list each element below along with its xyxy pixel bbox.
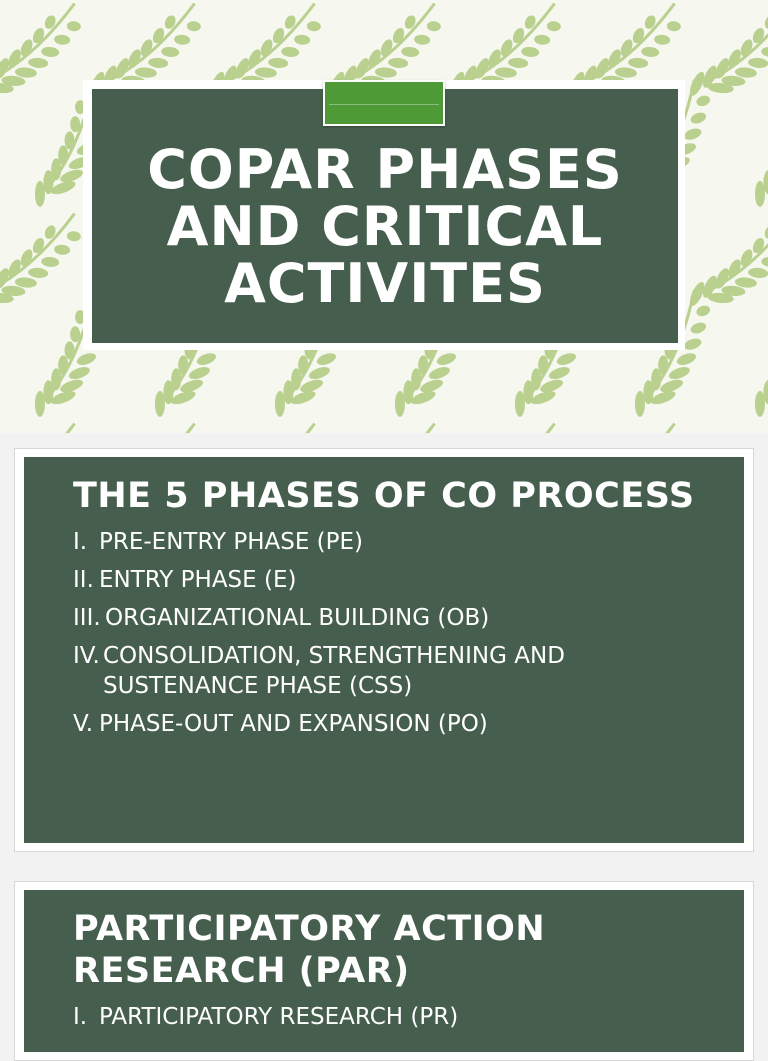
list-number: I. bbox=[73, 529, 88, 555]
list-text: PHASE-OUT AND EXPANSION (PO) bbox=[99, 711, 488, 737]
list-number: V. bbox=[73, 711, 94, 737]
title-line-2: AND CRITICAL bbox=[166, 194, 604, 258]
list-number: II. bbox=[73, 567, 94, 593]
par-heading: PARTICIPATORY ACTION RESEARCH (PAR) bbox=[73, 909, 546, 991]
list-number: I. bbox=[73, 1004, 88, 1030]
title-panel bbox=[92, 89, 678, 343]
title-slide bbox=[0, 0, 768, 433]
list-text: PARTICIPATORY RESEARCH (PR) bbox=[99, 1004, 459, 1030]
list-item bbox=[73, 709, 704, 739]
list-item bbox=[73, 603, 704, 633]
slide-title bbox=[147, 121, 623, 315]
list-number: III. bbox=[73, 605, 101, 631]
list-text: ORGANIZATIONAL BUILDING (OB) bbox=[105, 605, 490, 631]
list-item bbox=[73, 565, 704, 595]
list-number: IV. bbox=[73, 643, 100, 669]
list-text: PRE-ENTRY PHASE (PE) bbox=[99, 529, 364, 555]
phases-heading: THE 5 PHASES OF CO PROCESS bbox=[73, 476, 695, 516]
list-item bbox=[73, 641, 704, 701]
list-text: CONSOLIDATION, STRENGTHENING AND SUSTENANCE PHASE (CSS) bbox=[103, 643, 565, 699]
phases-slide bbox=[14, 448, 754, 852]
par-panel bbox=[24, 890, 744, 1052]
list-item bbox=[73, 527, 704, 557]
list-text: ENTRY PHASE (E) bbox=[99, 567, 297, 593]
title-accent-tab bbox=[323, 80, 445, 126]
list-item bbox=[73, 1002, 704, 1032]
par-slide bbox=[14, 881, 754, 1061]
phases-panel bbox=[24, 457, 744, 843]
title-line-1: COPAR PHASES bbox=[147, 137, 623, 201]
title-line-3: ACTIVITES bbox=[224, 251, 546, 315]
